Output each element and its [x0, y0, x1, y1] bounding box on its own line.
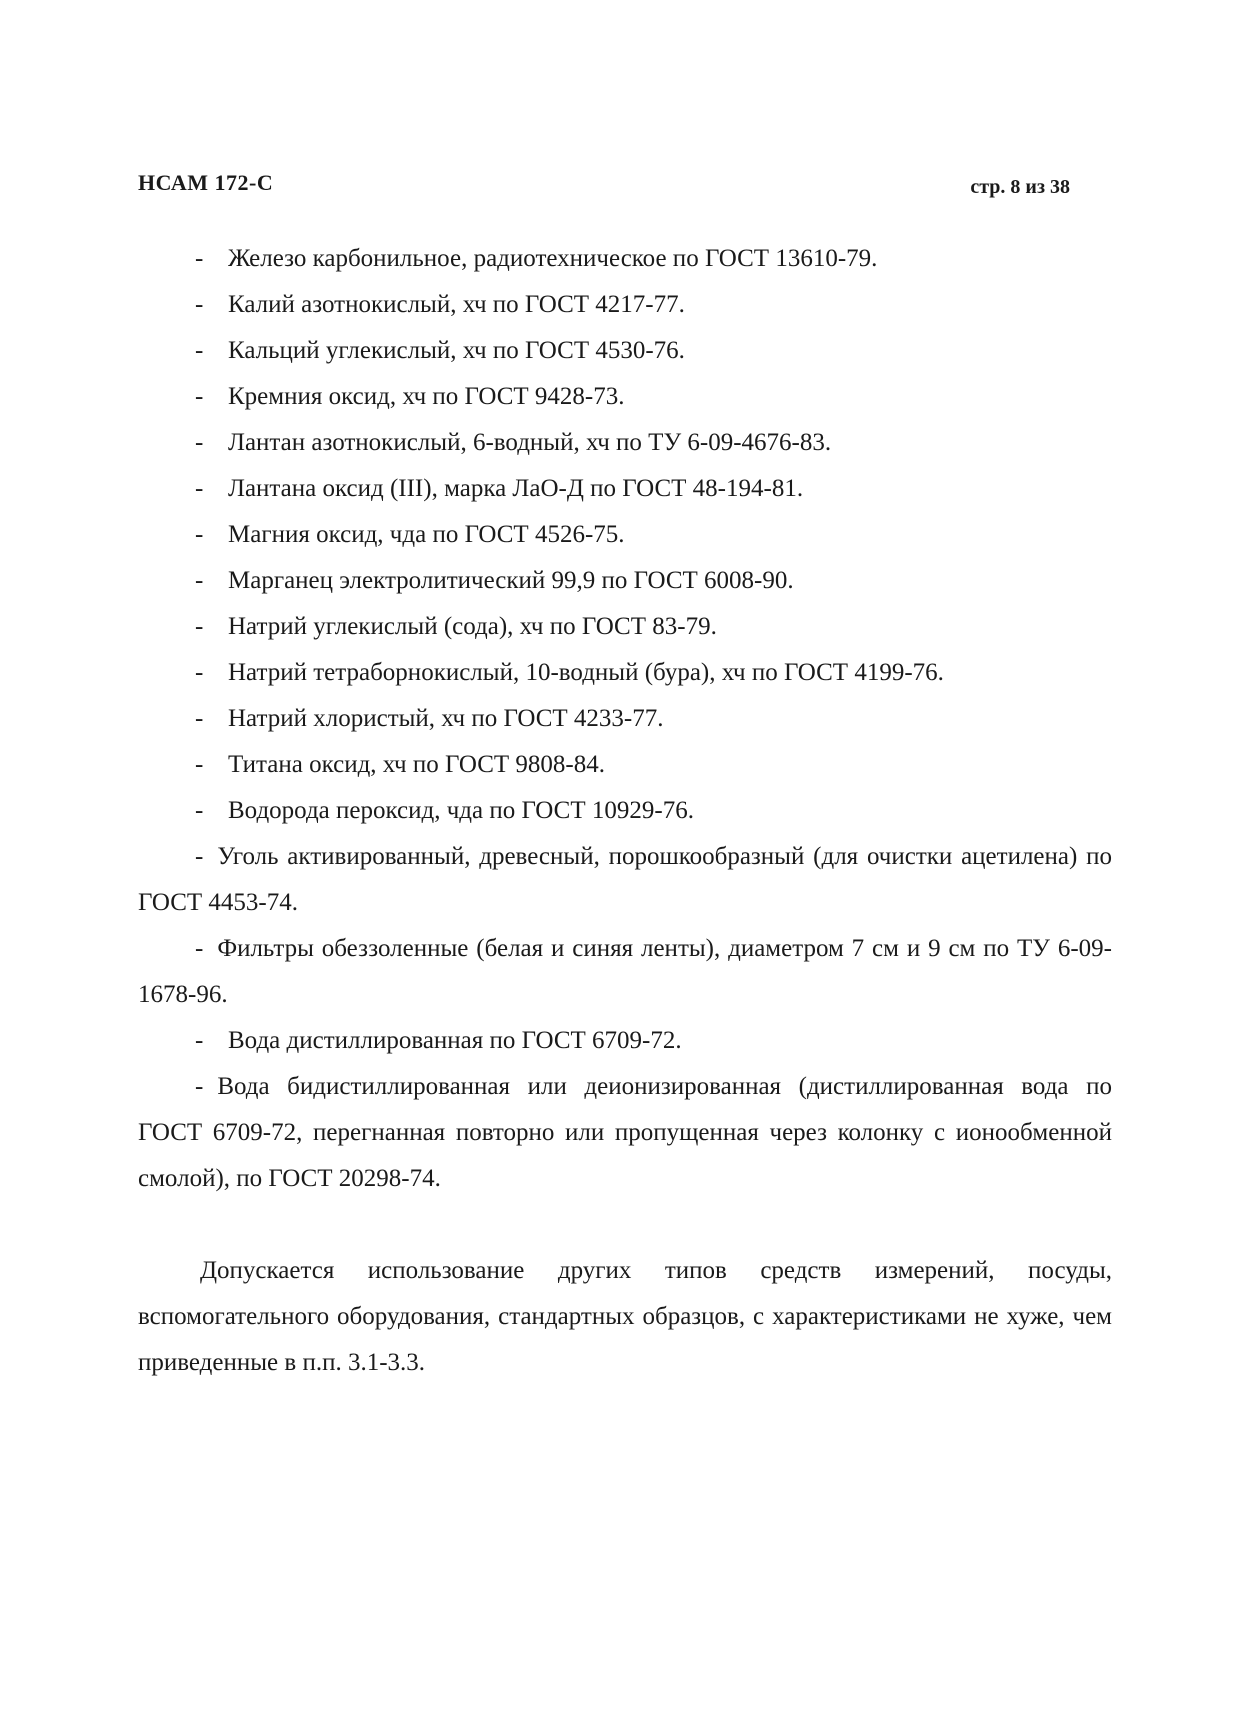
- list-item: [138, 834, 1112, 926]
- list-dash: -: [195, 843, 204, 870]
- list-item: [138, 374, 1112, 420]
- list-item: [138, 788, 1112, 834]
- list-dash: -: [195, 1073, 204, 1100]
- list-item: [138, 282, 1112, 328]
- list-item: [138, 236, 1112, 282]
- note-paragraph: Допускается использование других типов средств измерений, посуды, вспомогательного оборудования, стандартных образцов, с характеристиками не хуже, чем приведенные в п.п. 3.1-3.3.: [138, 1257, 1112, 1376]
- list-dash: -: [195, 245, 204, 272]
- list-item-text: Кремния оксид, хч по ГОСТ 9428-73.: [228, 383, 625, 410]
- list-dash: -: [195, 659, 204, 686]
- list-item: [138, 512, 1112, 558]
- list-dash: -: [195, 337, 204, 364]
- list-item-text: Натрий хлористый, хч по ГОСТ 4233-77.: [228, 705, 664, 732]
- reagents-list: [138, 236, 1112, 1386]
- page-number: стр. 8 из 38: [970, 176, 1070, 198]
- list-dash: -: [195, 935, 204, 962]
- list-dash: -: [195, 705, 204, 732]
- list-item-text: Калий азотнокислый, хч по ГОСТ 4217-77.: [228, 291, 685, 318]
- list-item-text: Лантан азотнокислый, 6-водный, хч по ТУ 6-09-4676-83.: [228, 429, 832, 456]
- list-item: [138, 328, 1112, 374]
- list-item: [138, 650, 1112, 696]
- list-dash: -: [195, 475, 204, 502]
- list-item: [138, 420, 1112, 466]
- list-dash: -: [195, 567, 204, 594]
- list-item: [138, 604, 1112, 650]
- list-dash: -: [195, 521, 204, 548]
- list-item-text: Натрий углекислый (сода), хч по ГОСТ 83-79.: [228, 613, 717, 640]
- list-item-text: Титана оксид, хч по ГОСТ 9808-84.: [228, 751, 605, 778]
- list-item-text: Марганец электролитический 99,9 по ГОСТ 6008-90.: [228, 567, 794, 594]
- list-item: [138, 926, 1112, 1018]
- list-item-text: Натрий тетраборнокислый, 10-водный (бура), хч по ГОСТ 4199-76.: [228, 659, 944, 686]
- list-item: [138, 466, 1112, 512]
- list-item-text: Железо карбонильное, радиотехническое по ГОСТ 13610-79.: [228, 245, 878, 272]
- list-dash: -: [195, 291, 204, 318]
- list-dash: -: [195, 797, 204, 824]
- list-item-text: Вода бидистиллированная или деионизированная (дистиллированная вода по ГОСТ 6709-72, перегнанная повторно или пропущенная через колонку с ионообменной смолой), по ГОСТ 20298-74.: [138, 1073, 1112, 1192]
- list-item: [138, 696, 1112, 742]
- list-item-text: Фильтры обеззоленные (белая и синяя ленты), диаметром 7 см и 9 см по ТУ 6-09-1678-96.: [138, 935, 1112, 1008]
- list-dash: -: [195, 1027, 204, 1054]
- list-item-text: Уголь активированный, древесный, порошкообразный (для очистки ацетилена) по ГОСТ 4453-74.: [138, 843, 1112, 916]
- list-item: [138, 1064, 1112, 1202]
- list-dash: -: [195, 429, 204, 456]
- list-dash: -: [195, 751, 204, 778]
- list-item-text: Кальций углекислый, хч по ГОСТ 4530-76.: [228, 337, 685, 364]
- list-dash: -: [195, 383, 204, 410]
- list-item-text: Вода дистиллированная по ГОСТ 6709-72.: [228, 1027, 682, 1054]
- list-item-text: Магния оксид, чда по ГОСТ 4526-75.: [228, 521, 625, 548]
- list-item: [138, 742, 1112, 788]
- list-item: [138, 1018, 1112, 1064]
- list-item: [138, 558, 1112, 604]
- list-dash: -: [195, 613, 204, 640]
- list-item-text: Водорода пероксид, чда по ГОСТ 10929-76.: [228, 797, 694, 824]
- document-code: НСАМ 172-С: [138, 170, 274, 195]
- list-item-text: Лантана оксид (III), марка ЛаО-Д по ГОСТ 48-194-81.: [228, 475, 804, 502]
